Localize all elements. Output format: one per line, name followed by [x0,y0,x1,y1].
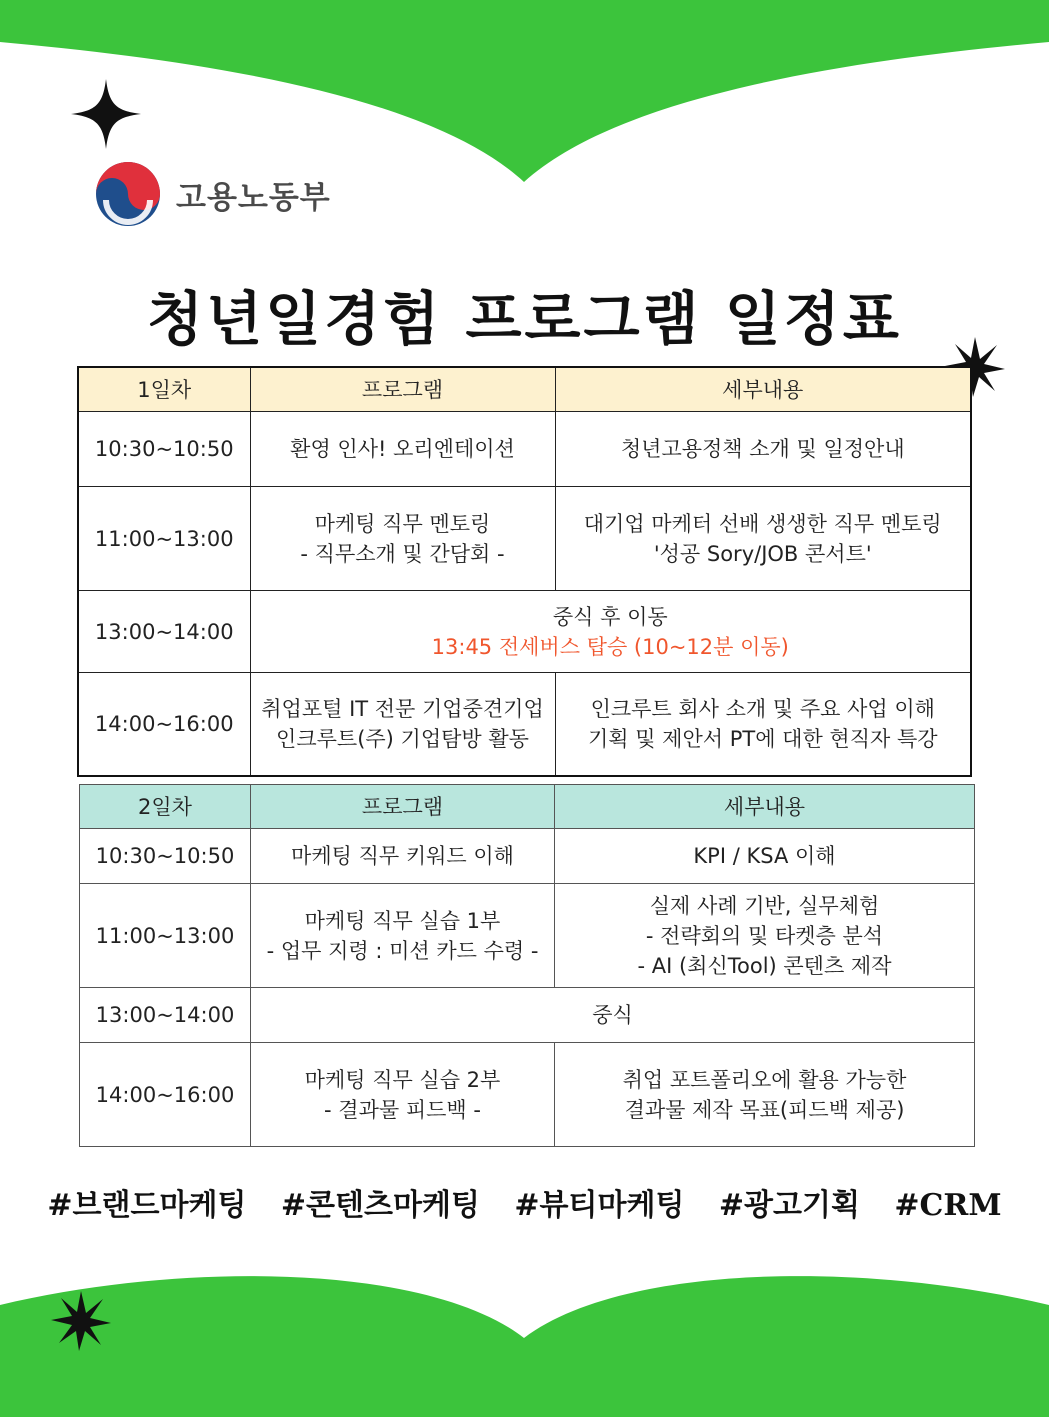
table-row [78,673,971,776]
program-cell [251,884,555,988]
time-cell: 14:00~16:00 [78,673,250,776]
detail-line: 기획 및 제안서 PT에 대한 현직자 특강 [587,726,938,751]
program-line: - 업무 지령 : 미션 카드 수령 - [266,938,539,963]
program-line: 마케팅 직무 키워드 이해 [291,844,514,868]
sparkle-star-icon [48,1288,114,1354]
detail-line: 인크루트 회사 소개 및 주요 사업 이해 [590,696,935,721]
detail-line: 청년고용정책 소개 및 일정안내 [620,437,905,461]
time-cell: 11:00~13:00 [78,487,250,591]
sparkle-star-icon [70,78,142,150]
bus-notice: 13:45 전세버스 탑승 (10~12분 이동) [431,634,789,659]
hashtag: #브랜드마케팅 [47,1188,247,1223]
bottom-green-curve [0,1276,1049,1417]
program-line: - 결과물 피드백 - [324,1097,481,1122]
detail-line: KPI / KSA 이해 [693,844,836,868]
ministry-name: 고용노동부 [176,179,331,216]
header-detail: 세부내용 [555,785,975,829]
program-cell [251,829,555,884]
lunch-text: 중식 후 이동 [552,604,668,629]
table-row [80,1043,975,1147]
hashtag: #뷰티마케팅 [514,1188,685,1223]
program-line: 환영 인사! 오리엔테이션 [290,437,515,461]
program-line: 마케팅 직무 멘토링 [314,511,491,536]
program-line: 마케팅 직무 실습 1부 [304,908,501,933]
page-title: 청년일경험 프로그램 일정표 [147,285,902,353]
detail-line: - AI (최신Tool) 콘텐츠 제작 [637,953,892,978]
lunch-text: 중식 [592,1003,633,1027]
detail-cell [555,412,971,487]
detail-cell [555,829,975,884]
program-cell [250,487,555,591]
header-program: 프로그램 [251,785,555,829]
detail-cell [555,487,971,591]
detail-line: - 전략회의 및 타켓층 분석 [645,923,884,948]
time-cell: 10:30~10:50 [78,412,250,487]
hashtag: #광고기획 [718,1188,860,1223]
time-cell: 13:00~14:00 [80,988,251,1043]
header-detail: 세부내용 [555,367,971,412]
hashtag: #CRM [894,1188,1002,1223]
detail-cell [555,673,971,776]
detail-cell [555,884,975,988]
detail-cell [555,1043,975,1147]
day1-schedule-table [77,366,972,777]
table-row [80,829,975,884]
time-cell: 11:00~13:00 [80,884,251,988]
table-row [78,412,971,487]
detail-line: 실제 사례 기반, 실무체험 [649,893,880,918]
table-header-row [80,785,975,829]
time-cell: 14:00~16:00 [80,1043,251,1147]
table-row [80,884,975,988]
top-green-curve [0,0,1049,182]
merged-cell [251,988,975,1043]
taegeuk-logo-icon [94,160,162,228]
program-cell [251,1043,555,1147]
detail-line: 취업 포트폴리오에 활용 가능한 [622,1067,907,1092]
program-line: 인크루트(주) 기업탐방 활동 [276,726,529,751]
time-cell: 13:00~14:00 [78,591,250,673]
program-line: - 직무소개 및 간담회 - [300,541,505,566]
program-line: 마케팅 직무 실습 2부 [304,1067,501,1092]
header-day: 2일차 [80,785,251,829]
program-cell [250,673,555,776]
program-cell [250,412,555,487]
ministry-logo [94,160,331,228]
program-line: 취업포털 IT 전문 기업중견기업 [261,696,544,721]
header-day: 1일차 [78,367,250,412]
table-row [80,988,975,1043]
table-row [78,487,971,591]
merged-cell [250,591,971,673]
hashtag-list [0,1180,1049,1224]
table-header-row [78,367,971,412]
table-row [78,591,971,673]
detail-line: '성공 Sory/JOB 콘서트' [653,541,872,566]
hashtag: #콘텐츠마케팅 [280,1188,480,1223]
detail-line: 대기업 마케터 선배 생생한 직무 멘토링 [583,511,942,536]
header-program: 프로그램 [250,367,555,412]
detail-line: 결과물 제작 목표(피드백 제공) [624,1097,905,1122]
time-cell: 10:30~10:50 [80,829,251,884]
day2-schedule-table [79,784,975,1147]
